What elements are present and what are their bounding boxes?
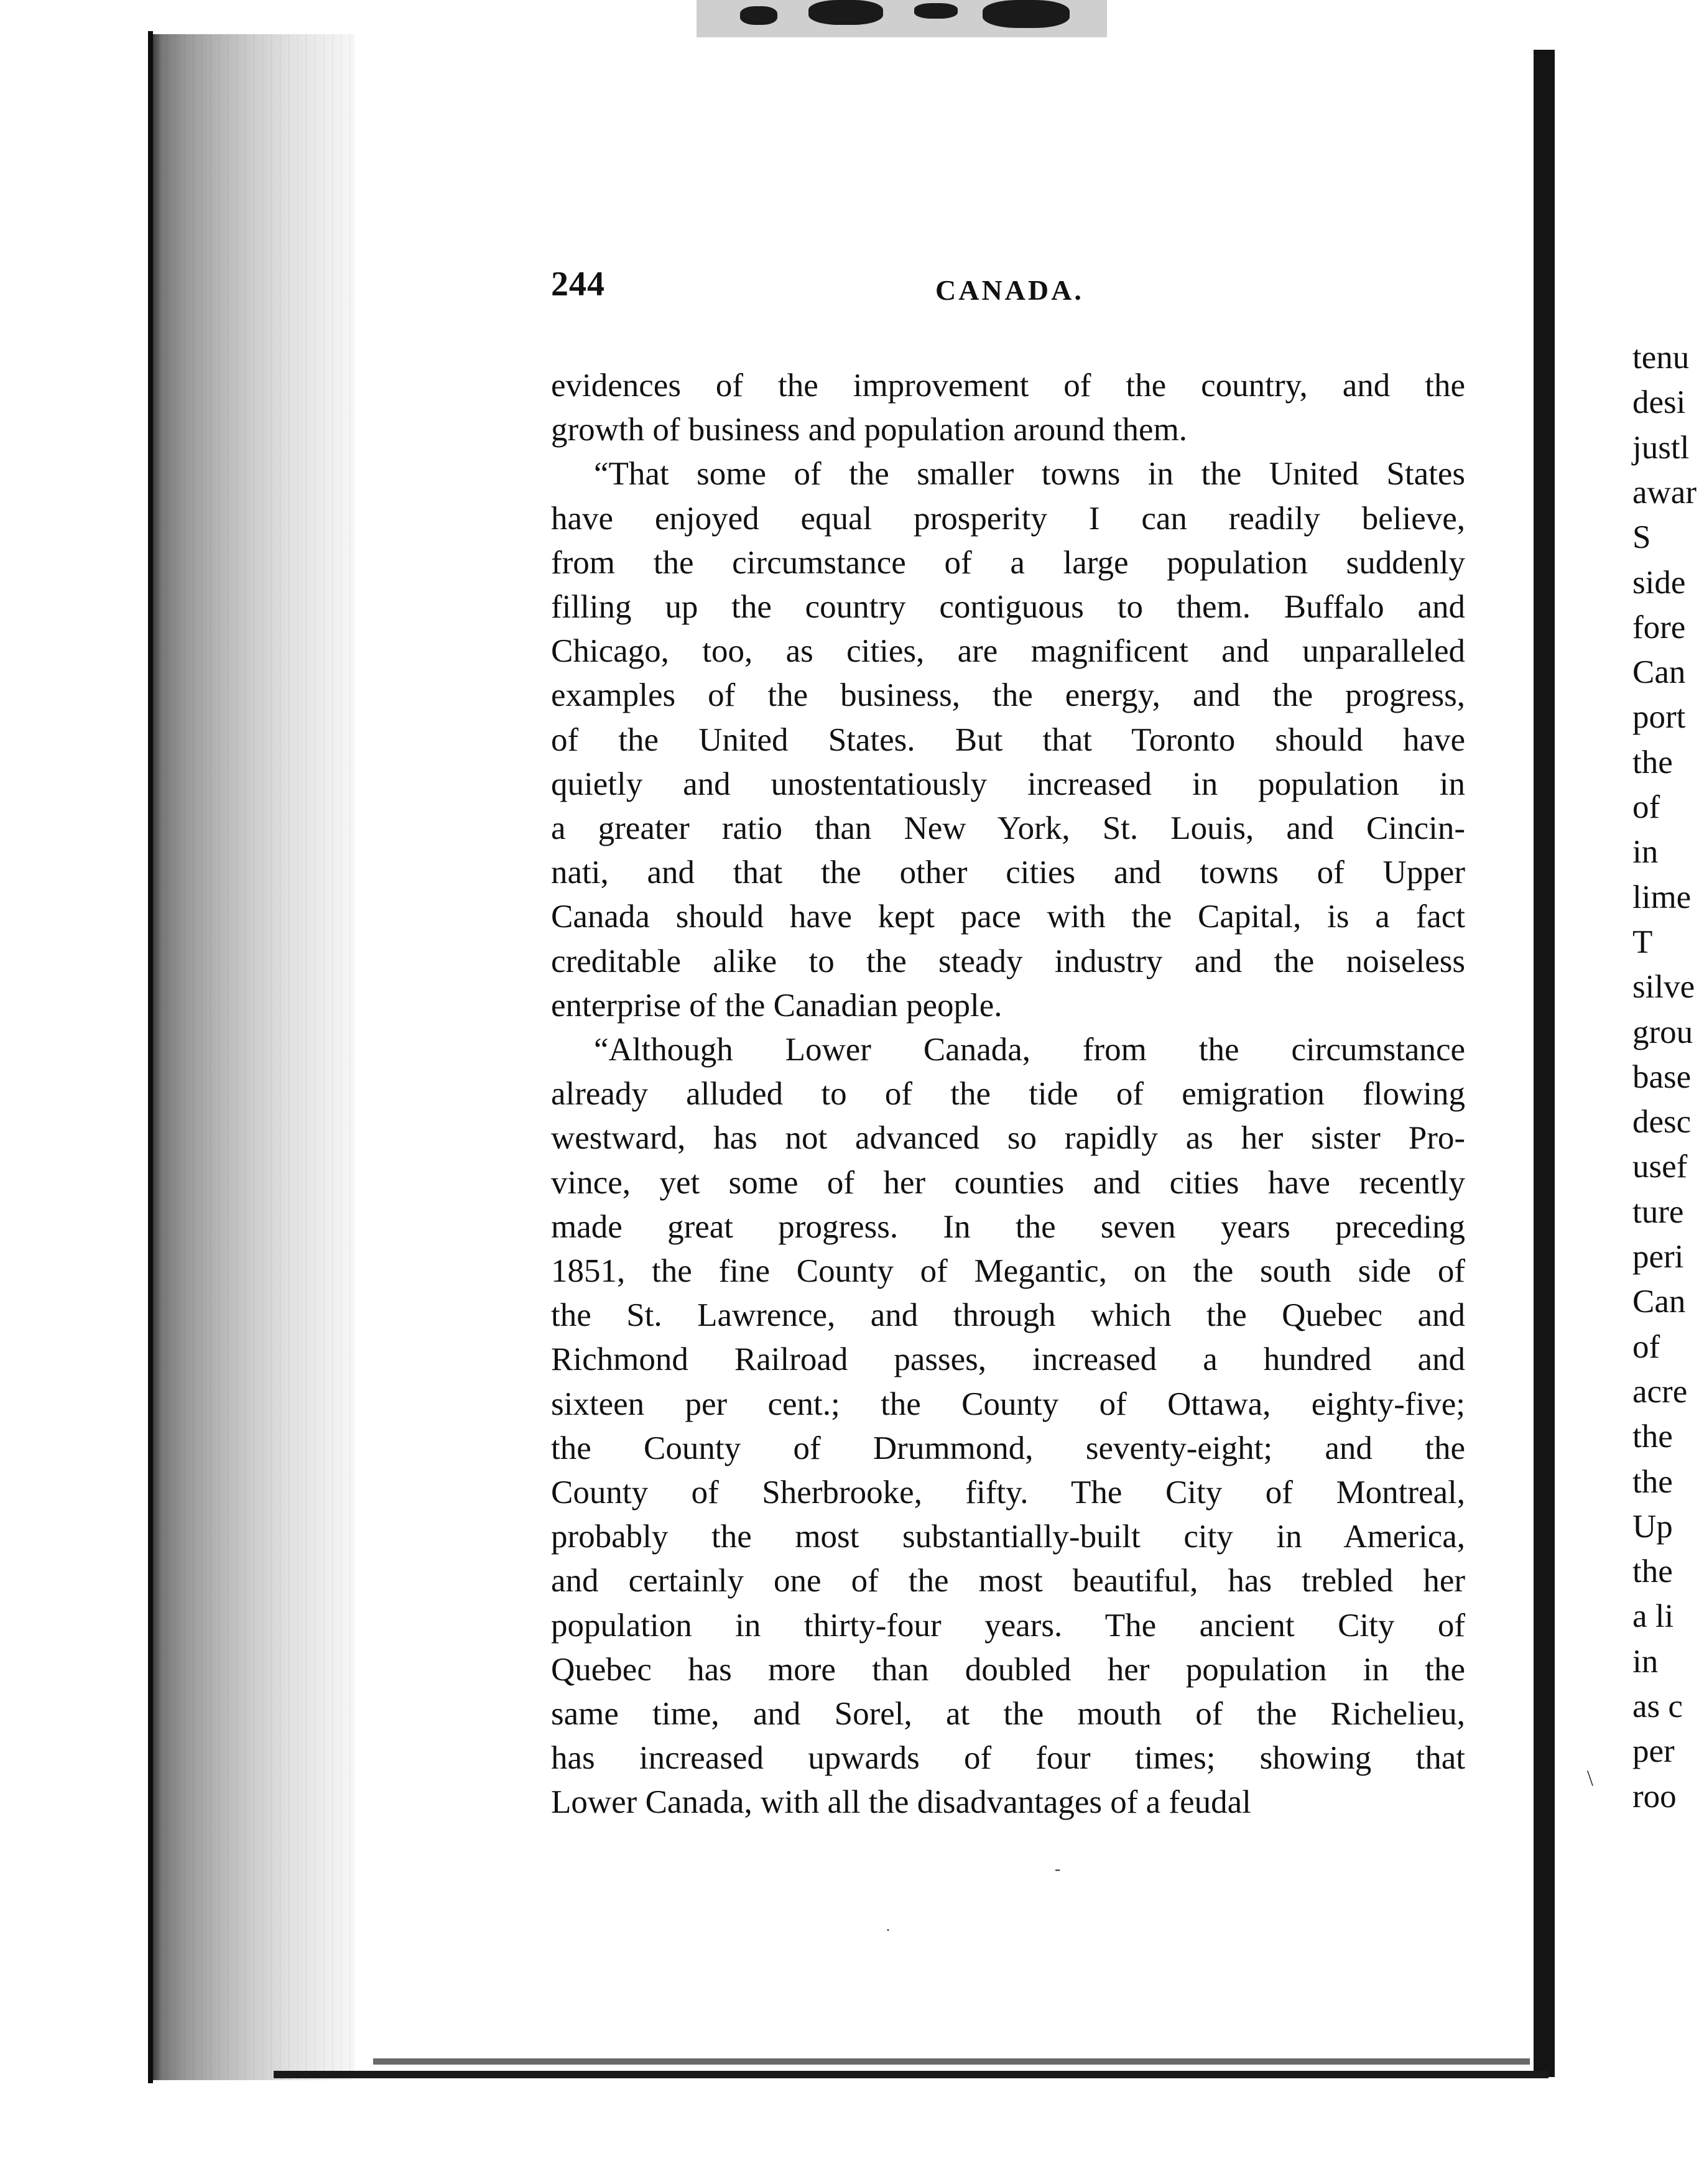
facing-page-fragment: in <box>1632 834 1659 871</box>
facing-page-fragment: the <box>1632 1463 1673 1500</box>
text-line: Chicago, too, as cities, are magnificent and unparalleled <box>551 633 1465 670</box>
text-line: a greater ratio than New York, St. Louis, and Cincin- <box>551 810 1465 846</box>
facing-page-fragment: side <box>1632 564 1686 601</box>
facing-page-fragment: grou <box>1632 1014 1693 1050</box>
facing-page-fragment: lime <box>1632 879 1692 915</box>
page-number: 244 <box>551 265 605 303</box>
text-line: already alluded to of the tide of emigration flowing <box>551 1076 1465 1113</box>
text-line: filling up the country contiguous to them. Buffalo and <box>551 589 1465 625</box>
facing-page-fragment: Can <box>1632 1284 1686 1320</box>
facing-page-fragment: of <box>1632 789 1660 825</box>
stray-mark: . <box>886 1918 890 1935</box>
text-line: Lower Canada, with all the disadvantages of a feudal <box>551 1784 1251 1821</box>
running-title: CANADA. <box>935 274 1084 306</box>
text-line: enterprise of the Canadian people. <box>551 987 1002 1024</box>
text-line: sixteen per cent.; the County of Ottawa, eighty-five; <box>551 1386 1465 1422</box>
facing-page-fragment: tenu <box>1632 340 1690 376</box>
facing-page-fragment: T <box>1632 923 1653 960</box>
text-line: growth of business and population around them. <box>551 412 1188 448</box>
top-speck <box>808 0 883 25</box>
top-speck <box>983 0 1070 28</box>
facing-page-fragment: ture <box>1632 1193 1684 1230</box>
text-line: westward, has not advanced so rapidly as her sister Pro- <box>551 1120 1465 1157</box>
facing-page-fragment: justl <box>1632 429 1690 466</box>
text-line: “Although Lower Canada, from the circumstance <box>594 1032 1465 1068</box>
facing-page-fragment: per <box>1632 1733 1675 1770</box>
facing-page-fragment: S <box>1632 519 1651 556</box>
facing-page-fragment: acre <box>1632 1373 1688 1410</box>
text-line: vince, yet some of her counties and cities have recently <box>551 1164 1465 1201</box>
facing-page-fragment: roo <box>1632 1778 1677 1815</box>
stray-mark: \ <box>1587 1765 1594 1790</box>
top-speck <box>914 3 958 19</box>
book-cover-edge <box>148 31 153 2083</box>
facing-page-fragment: peri <box>1632 1239 1684 1275</box>
text-line: Canada should have kept pace with the Capital, is a fact <box>551 899 1465 935</box>
stray-mark: - <box>1055 1859 1061 1879</box>
facing-page-fragment: the <box>1632 1418 1673 1455</box>
text-line: of the United States. But that Toronto should have <box>551 721 1465 758</box>
text-line: examples of the business, the energy, and the progress, <box>551 677 1465 714</box>
facing-page-fragment: port <box>1632 699 1686 736</box>
text-line: made great progress. In the seven years preceding <box>551 1208 1465 1245</box>
facing-page-fragment: fore <box>1632 609 1686 645</box>
text-line: probably the most substantially-built city in America, <box>551 1519 1465 1555</box>
facing-page-fragment: awar <box>1632 474 1697 511</box>
page-gutter <box>1534 50 1555 2077</box>
page-bottom-edge <box>274 2071 1549 2078</box>
text-line: Richmond Railroad passes, increased a hundred and <box>551 1341 1465 1378</box>
facing-page-fragment: base <box>1632 1058 1692 1095</box>
text-line: nati, and that the other cities and towns of Upper <box>551 854 1465 891</box>
text-line: from the circumstance of a large population suddenly <box>551 544 1465 581</box>
text-line: the County of Drummond, seventy-eight; and the <box>551 1430 1465 1466</box>
text-line: creditable alike to the steady industry and the noiseless <box>551 943 1465 979</box>
facing-page-fragment: the <box>1632 744 1673 780</box>
facing-page-fragment: desc <box>1632 1104 1692 1141</box>
facing-page-fragment: desi <box>1632 384 1686 421</box>
text-line: have enjoyed equal prosperity I can readily believe, <box>551 500 1465 537</box>
text-line: has increased upwards of four times; showing that <box>551 1740 1465 1777</box>
facing-page-fragment: Can <box>1632 654 1686 691</box>
page-stack-lines <box>149 34 354 2080</box>
facing-page-fragment: of <box>1632 1328 1660 1365</box>
page-bottom-shadow <box>373 2058 1530 2065</box>
text-line: and certainly one of the most beautiful, has trebled her <box>551 1563 1465 1599</box>
facing-page-fragment: as c <box>1632 1688 1683 1724</box>
facing-page-fragment: usef <box>1632 1149 1688 1185</box>
text-line: Quebec has more than doubled her population in the <box>551 1651 1465 1688</box>
facing-page-fragment: Up <box>1632 1508 1673 1545</box>
text-line: population in thirty-four years. The ancient City of <box>551 1607 1465 1644</box>
text-line: evidences of the improvement of the country, and the <box>551 368 1465 404</box>
top-speck <box>740 6 777 25</box>
text-line: same time, and Sorel, at the mouth of the Richelieu, <box>551 1696 1465 1732</box>
text-line: “That some of the smaller towns in the United States <box>594 456 1465 493</box>
facing-page-fragment: in <box>1632 1643 1659 1680</box>
facing-page-fragment: the <box>1632 1553 1673 1590</box>
facing-page-fragment: a li <box>1632 1598 1674 1635</box>
text-line: quietly and unostentatiously increased in population in <box>551 766 1465 802</box>
facing-page-fragment: silve <box>1632 969 1695 1006</box>
text-line: County of Sherbrooke, fifty. The City of Montreal, <box>551 1474 1465 1511</box>
text-line: 1851, the fine County of Megantic, on the south side of <box>551 1253 1465 1289</box>
text-line: the St. Lawrence, and through which the Quebec and <box>551 1297 1465 1334</box>
